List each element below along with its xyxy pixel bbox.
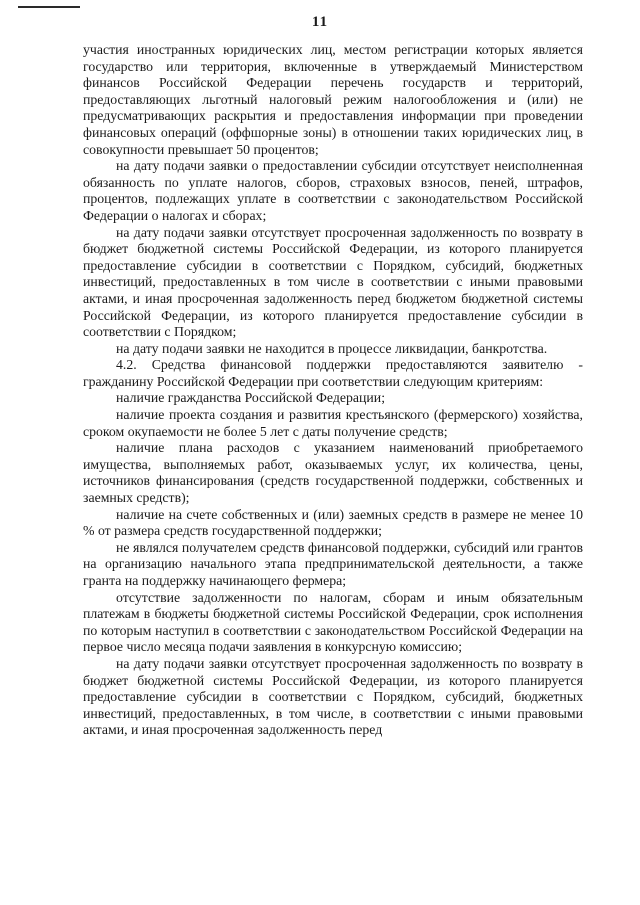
paragraph-farm-project: наличие проекта создания и развития крестьянского (фермерского) хозяйства, сроком окупаемости не более 5 лет с даты получение средств; [83, 407, 583, 439]
body-text [83, 42, 583, 739]
paragraph-no-arrears: отсутствие задолженности по налогам, сборам и иным обязательным платежам в бюджеты бюджетной системы Российской Федерации, срок исполнения по которым наступил в соответствии с законодательством Российской Федерации на первое число месяца подачи заявления в конкурсную комиссию; [83, 589, 583, 655]
paragraph-overdue-debt-2: на дату подачи заявки отсутствует просроченная задолженность по возврату в бюджет бюджетной системы Российской Федерации, из которого планируется предоставление субсидии в соответствии с Порядком, субсидий, бюджетных инвестиций, предоставленных, в том числе, в соответствии с иными правовыми актами, и иная просроченная задолженность перед [83, 655, 583, 738]
paragraph-not-previous-recipient: не являлся получателем средств финансовой поддержки, субсидий или грантов на организацию начального этапа предпринимательской деятельности, а также гранта на поддержку начинающего фермера; [83, 539, 583, 588]
paragraph-no-tax-debt: на дату подачи заявки о предоставлении субсидии отсутствует неисполненная обязанность по уплате налогов, сборов, страховых взносов, пеней, штрафов, процентов, подлежащих уплате в соответствии с законодательством Российской Федерации о налогах и сборах; [83, 158, 583, 223]
paragraph-continuation: участия иностранных юридических лиц, местом регистрации которых является государство или территория, включенные в утверждаемый Министерством финансов Российской Федерации перечень государств и территорий, предоставляющих льготный налоговый режим налогообложения и (или) не предусматривающих раскрытия и предоставления информации при проведении финансовых операций (оффшорные зоны) в отношении таких юридических лиц, в совокупности превышает 50 процентов; [83, 42, 583, 157]
paragraph-no-overdue-debt: на дату подачи заявки отсутствует просроченная задолженность по возврату в бюджет бюджетной системы Российской Федерации, из которого планируется предоставление субсидии в соответствии с Порядком, субсидий, бюджетных инвестиций, предоставленных в том числе в соответствии с иными правовыми актами, и иная просроченная задолженность перед бюджетом бюджетной системы Российской Федерации, из которого планируется предоставление субсидии в соответствии с Порядком; [83, 224, 583, 340]
paragraph-no-liquidation: на дату подачи заявки не находится в процессе ликвидации, банкротства. [116, 340, 548, 356]
paragraph-section-4-2: 4.2. Средства финансовой поддержки предоставляются заявителю - гражданину Российской Федерации при соответствии следующим критериям: [83, 357, 583, 389]
paragraph-own-funds: наличие на счете собственных и (или) заемных средств в размере не менее 10 % от размера средств государственной поддержки; [83, 506, 583, 539]
corner-scan-mark [18, 6, 80, 8]
page-number: 11 [311, 14, 329, 30]
paragraph-expense-plan: наличие плана расходов с указанием наименований приобретаемого имущества, выполняемых работ, оказываемых услуг, их количества, цены, источников финансирования (средств государственной поддержки, собственных и заемных средств); [83, 440, 583, 506]
paragraph-citizenship: наличие гражданства Российской Федерации; [116, 390, 386, 406]
